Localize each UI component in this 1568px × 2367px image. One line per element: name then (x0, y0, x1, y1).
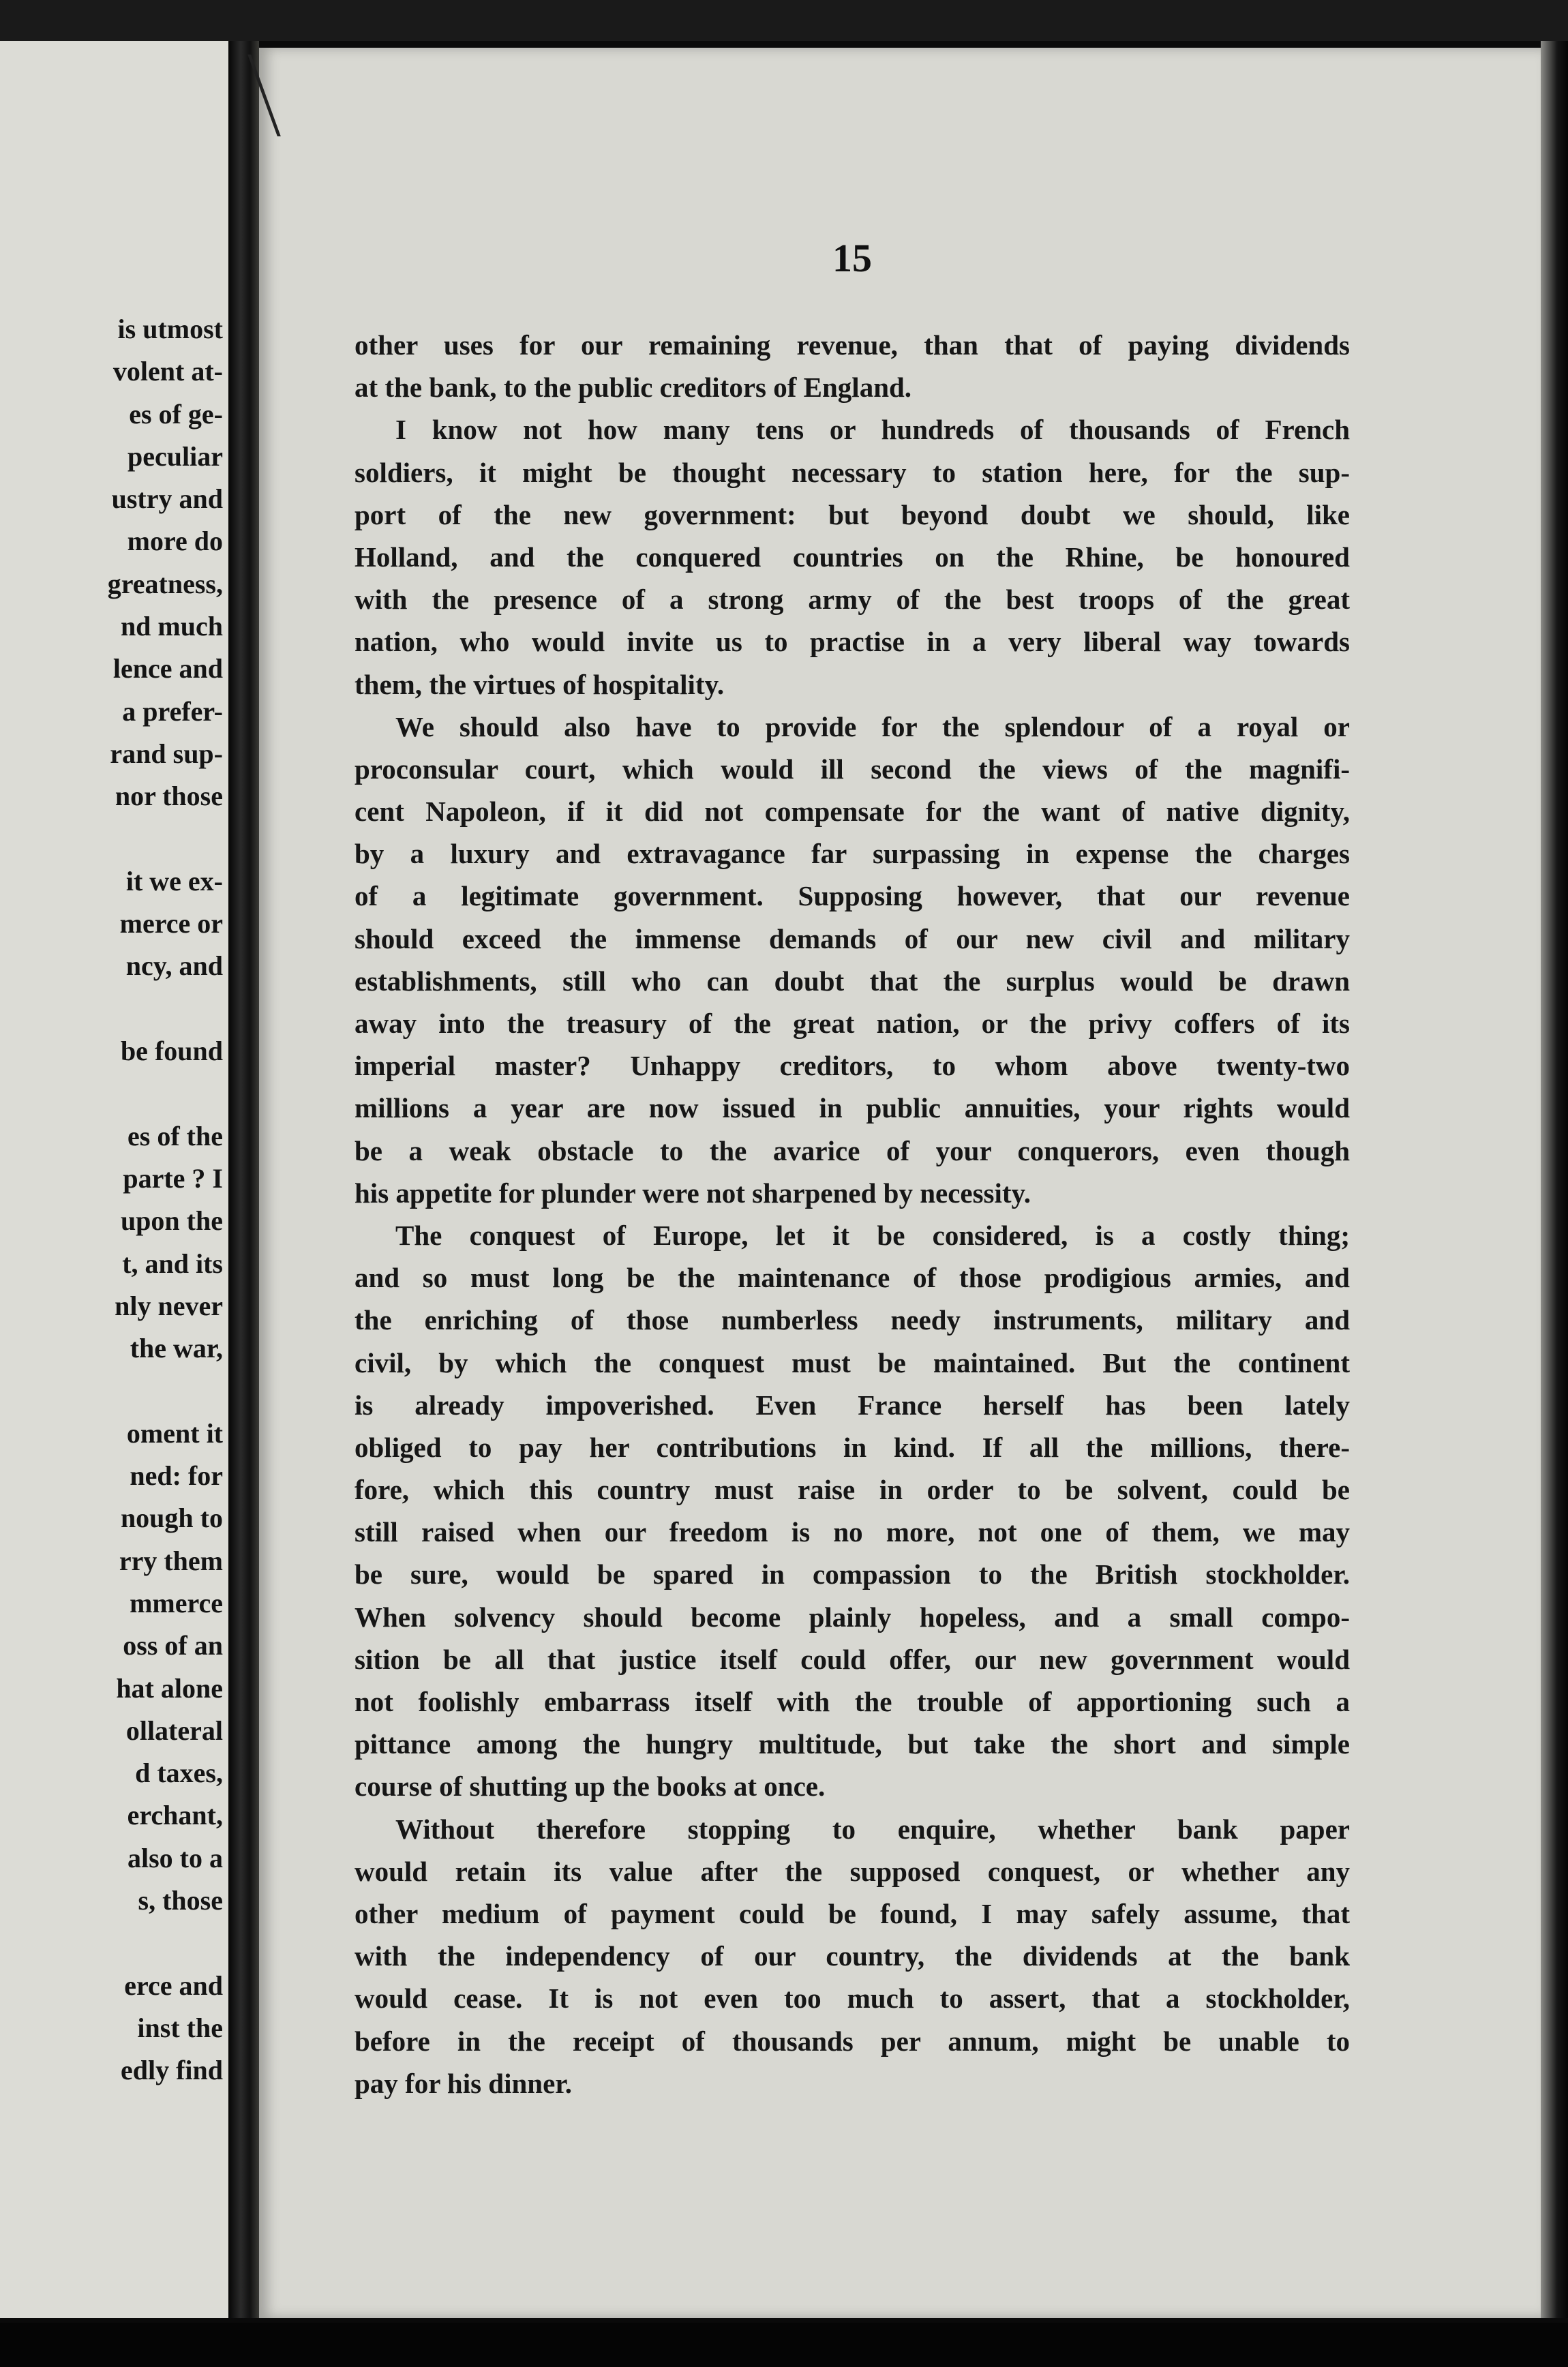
text-line: When solvency should become plainly hopeless, and a small compo- (355, 1601, 1350, 1633)
text-line: them, the virtues of hospitality. (355, 668, 725, 700)
text-line: and so must long be the maintenance of those prodigious armies, and (355, 1262, 1350, 1294)
left-page-line: es of ge- (129, 398, 223, 429)
page-number: 15 (832, 236, 872, 280)
left-page-line: rry them (119, 1545, 223, 1576)
left-page-line: ustry and (111, 483, 223, 515)
left-page-line: more do (127, 526, 223, 557)
left-page-line: edly find (120, 2055, 223, 2086)
text-line: before in the receipt of thousands per annum, might be unable to (355, 2025, 1350, 2057)
left-page-line: ollateral (125, 1715, 223, 1746)
text-line: Holland, and the conquered countries on the Rhine, be honoured (355, 541, 1350, 573)
text-line: I know not how many tens or hundreds of thousands of French (395, 414, 1350, 446)
text-line: his appetite for plunder were not sharpened by necessity. (355, 1177, 1031, 1209)
left-page-line: greatness, (107, 568, 223, 599)
text-line: The conquest of Europe, let it be considered, is a costly thing; (395, 1219, 1350, 1251)
left-page-line: hat alone (116, 1672, 223, 1704)
left-page-line: parte ? I (123, 1162, 223, 1194)
left-page-line: it we ex- (125, 865, 223, 896)
text-line: would retain its value after the supposed conquest, or whether any (355, 1855, 1350, 1887)
left-page-line: nor those (115, 781, 223, 812)
scan-bottom-border (0, 2323, 1568, 2367)
text-line: Without therefore stopping to enquire, whether bank paper (395, 1813, 1350, 1845)
text-line: millions a year are now issued in public annuities, your rights would (355, 1092, 1350, 1124)
text-line: away into the treasury of the great nation, or the privy coffers of its (355, 1008, 1350, 1039)
left-page-line: merce or (119, 908, 223, 939)
left-page-line: oment it (126, 1417, 223, 1449)
text-line: at the bank, to the public creditors of England. (355, 372, 912, 404)
text-line: proconsular court, which would ill second the views of the magnifi- (355, 753, 1350, 785)
left-page-line: inst the (137, 2012, 223, 2043)
left-page-line: rand sup- (110, 738, 223, 769)
text-line: would cease. It is not even too much to assert, that a stockholder, (355, 1982, 1350, 2015)
text-line: soldiers, it might be thought necessary to station here, for the sup- (355, 456, 1350, 488)
left-page-line: erchant, (127, 1800, 223, 1831)
text-line: pay for his dinner. (355, 2067, 572, 2099)
left-page-line: es of the (127, 1120, 223, 1151)
left-page-line: also to a (127, 1842, 223, 1873)
left-page-line: erce and (124, 1970, 223, 2001)
book-gutter (228, 41, 259, 2318)
right-page-edge (1541, 41, 1568, 2318)
text-line: civil, by which the conquest must be maintained. But the continent (355, 1346, 1350, 1378)
text-line: of a legitimate government. Supposing however, that our revenue (355, 880, 1350, 912)
text-line: still raised when our freedom is no more, not one of them, we may (355, 1516, 1350, 1548)
left-page-line: oss of an (123, 1630, 223, 1661)
text-line: by a luxury and extravagance far surpassing in expense the charges (355, 838, 1350, 870)
left-facing-page (0, 41, 228, 2318)
body-text (355, 324, 1350, 2105)
left-page-line (0, 988, 228, 1030)
text-line: obliged to pay her contributions in kind. If all the millions, there- (355, 1431, 1350, 1463)
left-page-line: upon the (120, 1205, 223, 1237)
text-line: other medium of payment could be found, I may safely assume, that (355, 1897, 1350, 1929)
left-page-line: nough to (120, 1503, 223, 1534)
text-line: nation, who would invite us to practise in a very liberal way towards (355, 626, 1350, 658)
left-page-line: is utmost (117, 314, 223, 344)
left-page-line (0, 818, 228, 860)
text-line: sition be all that justice itself could offer, our new government would (355, 1643, 1350, 1675)
left-page-line (0, 1072, 228, 1115)
text-line: with the independency of our country, the dividends at the bank (355, 1940, 1350, 1972)
left-page-text (0, 308, 228, 2092)
left-page-line: lence and (112, 653, 223, 684)
left-page-line: d taxes, (135, 1758, 223, 1789)
left-page-line: nly never (115, 1290, 223, 1321)
text-line: should exceed the immense demands of our new civil and military (355, 922, 1350, 954)
left-page-line: t, and its (122, 1248, 223, 1279)
text-line: port of the new government: but beyond doubt we should, like (355, 498, 1350, 530)
left-page-line: ncy, and (125, 950, 223, 982)
scan-top-border (0, 0, 1568, 41)
left-page-line (0, 1922, 228, 1964)
left-page-line: mmerce (130, 1587, 223, 1618)
text-line: be sure, would be spared in compassion to the British stockholder. (355, 1558, 1350, 1590)
left-page-line: s, those (138, 1884, 223, 1916)
text-line: the enriching of those numberless needy instruments, military and (355, 1304, 1350, 1336)
left-page-line: be found (120, 1036, 223, 1067)
left-page-line: the war, (130, 1333, 223, 1364)
text-line: imperial master? Unhappy creditors, to whom above twenty-two (355, 1050, 1350, 1082)
text-line: is already impoverished. Even France herself has been lately (355, 1389, 1350, 1421)
left-page-line: ned: for (130, 1460, 223, 1492)
text-line: We should also have to provide for the splendour of a royal or (395, 710, 1350, 742)
text-line: pittance among the hungry multitude, but take the short and simple (355, 1728, 1350, 1760)
text-line: other uses for our remaining revenue, than that of paying dividends (355, 329, 1350, 361)
text-line: with the presence of a strong army of the best troops of the great (355, 584, 1350, 616)
text-line: cent Napoleon, if it did not compensate for the want of native dignity, (355, 796, 1350, 828)
text-line: not foolishly embarrass itself with the trouble of apportioning such a (355, 1686, 1350, 1717)
left-page-line: nd much (120, 611, 223, 642)
left-page-line: volent at- (112, 356, 223, 387)
text-line: course of shutting up the books at once. (355, 1770, 826, 1803)
left-page-line: a prefer- (122, 695, 223, 727)
text-line: fore, which this country must raise in order to be solvent, could be (355, 1474, 1350, 1506)
text-line: establishments, still who can doubt that the surplus would be drawn (355, 965, 1350, 997)
left-page-line (0, 1370, 228, 1412)
text-line: be a weak obstacle to the avarice of your conquerors, even though (355, 1134, 1350, 1166)
left-page-line: peculiar (127, 440, 223, 472)
